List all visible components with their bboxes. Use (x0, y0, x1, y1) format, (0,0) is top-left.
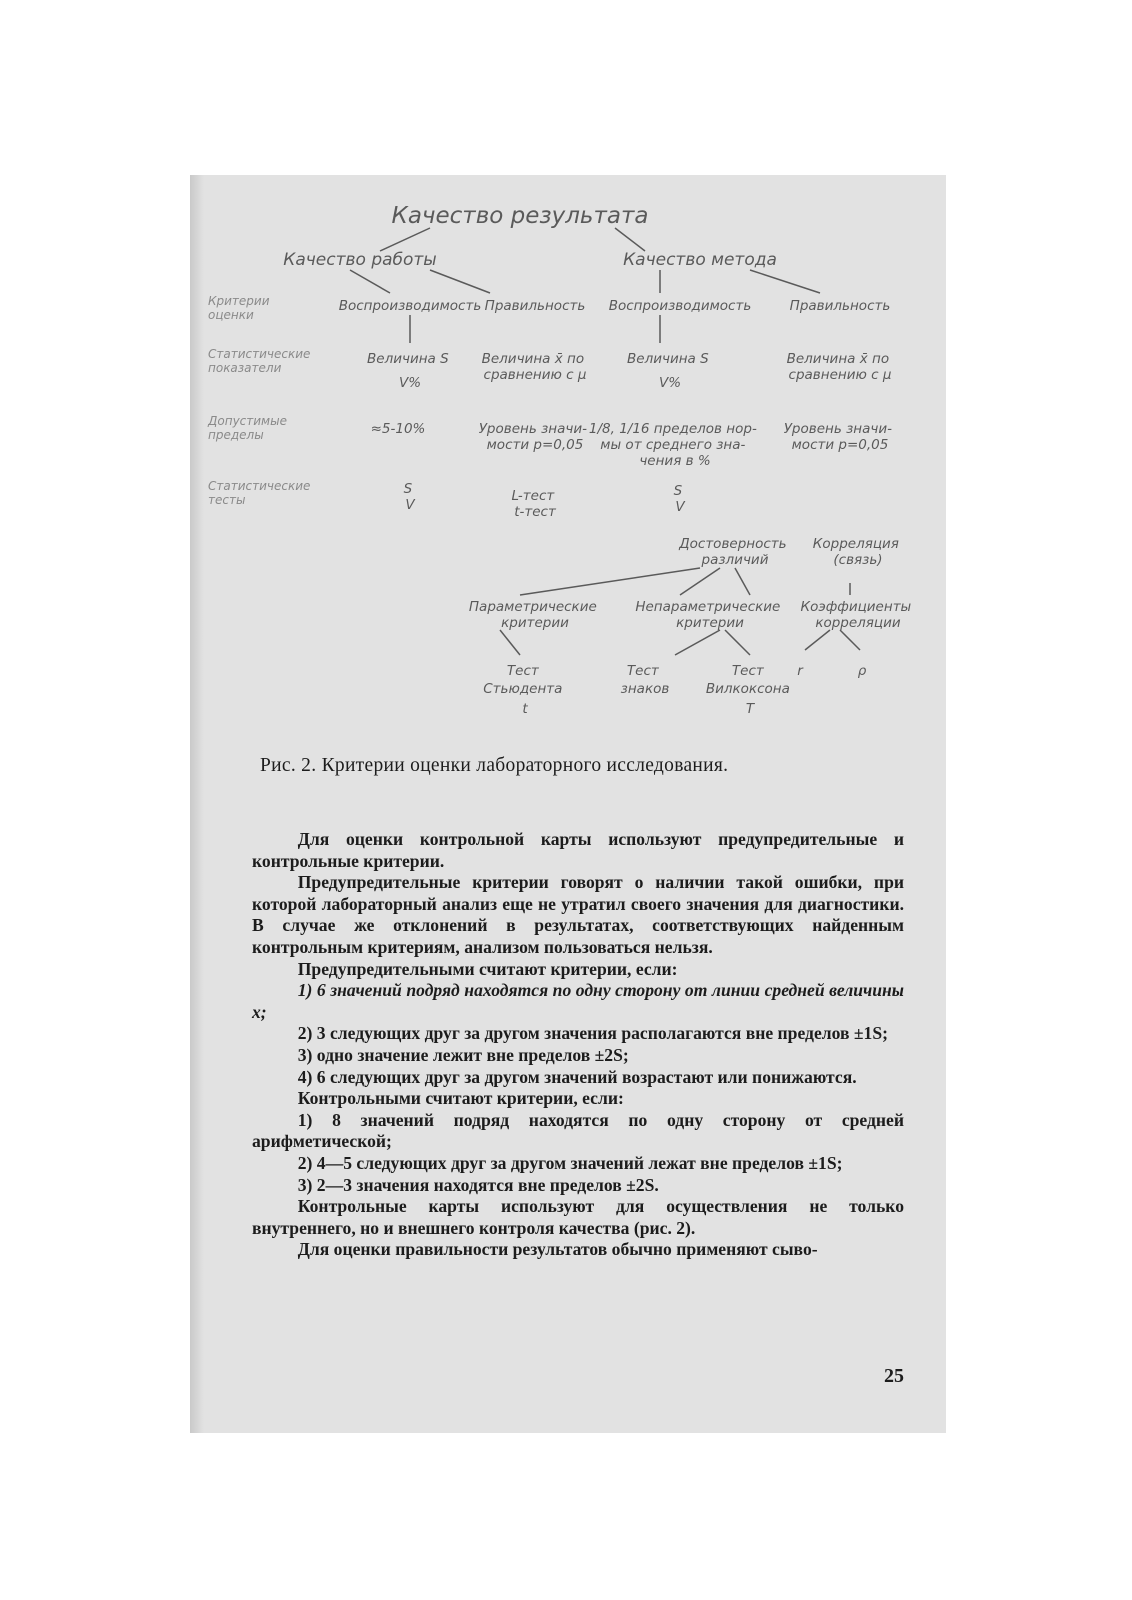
paragraph: Для оценки контрольной карты используют предупредительные и контрольные критерии. (252, 829, 904, 871)
coefficients-node: Коэффициенты корреляции (800, 599, 912, 631)
criterion-label: Воспроизводимость (608, 298, 752, 314)
list-item: 4) 6 следующих друг за другом значений возрастают или понижаются. (297, 1066, 857, 1087)
page-number: 25 (884, 1365, 904, 1387)
figure-caption: Рис. 2. Критерии оценки лабораторного исследования. (260, 755, 729, 776)
row-label-criteria: Критерии оценки (208, 294, 270, 322)
stat-tests: S V (673, 483, 685, 515)
wilcoxon-test-node: Тест Вилкоксона T (705, 663, 790, 717)
column-method-reproducibility (589, 298, 761, 515)
stat-indicator: Величина S V% (367, 351, 449, 391)
stat-indicator: Величина S V% (627, 351, 709, 391)
paragraph: Предупредительные критерии говорят о наличии такой ошибки, при которой лабораторный анализ еще не утратил своего значения для диагностики. В случае же отклонений в результатах, соответствующих найденным контрольным критериям, анализом пользоваться нельзя. (252, 872, 904, 957)
criterion-label: Правильность (789, 298, 891, 314)
list-item: 2) 3 следующих друг за другом значения располагаются вне пределов ±1S; (297, 1023, 888, 1044)
quality-work-node: Качество работы (283, 250, 437, 270)
signs-test-node: Тест знаков (620, 663, 670, 697)
row-label-limits: Допустимые пределы (208, 414, 287, 442)
body-text (252, 829, 904, 1261)
stat-tests: L-тест t-тест (511, 488, 556, 520)
row-labels (207, 294, 314, 507)
stat-indicator: Величина x̄ по сравнению с μ (481, 351, 587, 383)
quality-method-node: Качество метода (623, 250, 777, 270)
rho-symbol: ρ (857, 663, 867, 679)
stat-indicator: Величина x̄ по сравнению с μ (786, 351, 892, 383)
limit-value: ≈5-10% (370, 421, 426, 437)
criterion-label: Правильность (484, 298, 586, 314)
paragraph: Предупредительными считают критерии, если: (297, 958, 678, 979)
correlation-node: Корреляция (связь) (812, 536, 899, 568)
r-symbol: r (797, 663, 803, 679)
column-method-correctness (784, 298, 897, 453)
criterion-label: Воспроизводимость (338, 298, 482, 314)
row-label-stat-tests: Статистические тесты (208, 479, 311, 507)
stat-tests: S V (403, 481, 415, 513)
paragraph: Контрольными считают критерии, если: (297, 1088, 624, 1109)
scanned-page (190, 175, 946, 1433)
diagram-title: Качество результата (391, 203, 649, 229)
reliability-node: Достоверность различий (679, 536, 787, 568)
limit-value: 1/8, 1/16 пределов нор- мы от среднего зна- чения в % (588, 421, 757, 469)
column-work-correctness (479, 298, 592, 520)
list-item: 3) одно значение лежит вне пределов ±2S; (297, 1044, 629, 1065)
limit-value: Уровень значи- мости p=0,05 (478, 421, 587, 453)
paragraph: Для оценки правильности результатов обычно применяют сыво- (297, 1239, 818, 1260)
list-item: 1) 8 значений подряд находятся по одну сторону от средней арифметической; (252, 1109, 904, 1152)
list-item: 1) 6 значений подряд находятся по одну сторону от линии средней величины x; (252, 980, 904, 1022)
paragraph: Контрольные карты используют для осуществления не только внутреннего, но и внешнего контроля качества (рис. 2). (252, 1196, 904, 1238)
list-item: 2) 4—5 следующих друг за другом значений лежат вне пределов ±1S; (297, 1152, 843, 1173)
limit-value: Уровень значи- мости p=0,05 (783, 421, 892, 453)
parametric-node: Параметрические критерии (468, 599, 597, 631)
nonparametric-node: Непараметрические критерии (635, 599, 781, 631)
quality-criteria-diagram (190, 175, 946, 775)
list-item: 3) 2—3 значения находятся вне пределов ±2S. (297, 1174, 659, 1195)
row-label-stat-indicators: Статистические показатели (208, 347, 311, 375)
student-test-node: Тест Стьюдента t (483, 663, 563, 717)
